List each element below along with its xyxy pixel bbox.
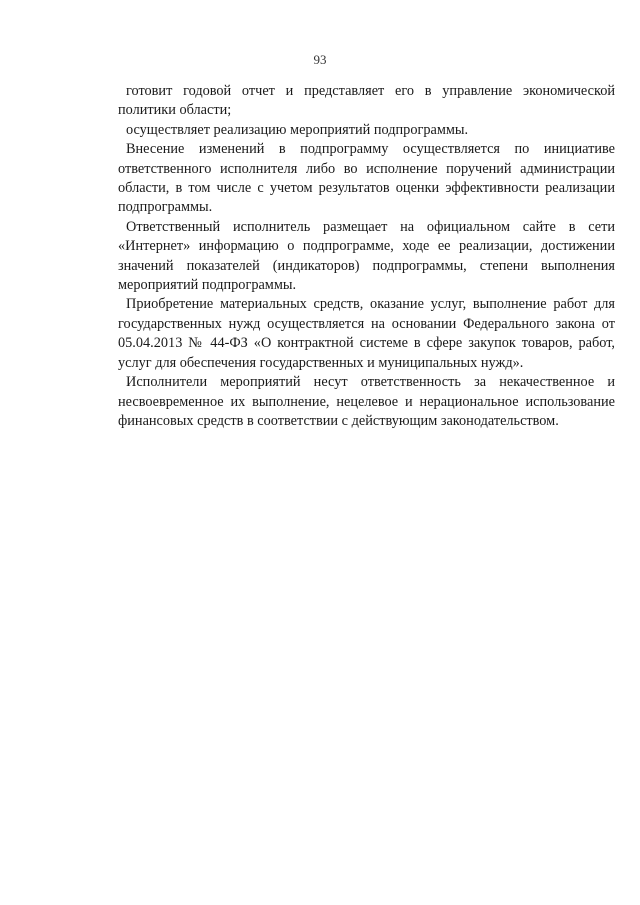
paragraph-responsibility: Исполнители мероприятий несут ответственность за некачественное и несвоевременное их выполнение, нецелевое и нерациональное использование финансовых средств в соответствии с действующим законодательством. [118, 374, 615, 429]
document-body [118, 82, 615, 431]
paragraph-amendments: Внесение изменений в подпрограмму осуществляется по инициативе ответственного исполнителя либо во исполнение поручений администрации области, в том числе с учетом результатов оценки эффективности реализации подпрограммы. [118, 141, 615, 216]
paragraph-annual-report: готовит годовой отчет и представляет его в управление экономической политики области; [118, 83, 615, 119]
paragraph-internet-publication: Ответственный исполнитель размещает на официальном сайте в сети «Интернет» информацию о подпрограмме, ходе ее реализации, достижении значений показателей (индикаторов) подпрограммы, степени выполнения мероприятий подпрограммы. [118, 218, 615, 294]
paragraph-procurement: Приобретение материальных средств, оказание услуг, выполнение работ для государственных нужд осуществляется на основании Федерального закона от 05.04.2013 № 44-ФЗ «О контрактной системе в сфере закупок товаров, работ, услуг для обеспечения государственных и муниципальных нужд». [118, 296, 615, 371]
page-number: 93 [313, 52, 327, 67]
paragraph-implementation: осуществляет реализацию мероприятий подпрограммы. [126, 121, 469, 138]
